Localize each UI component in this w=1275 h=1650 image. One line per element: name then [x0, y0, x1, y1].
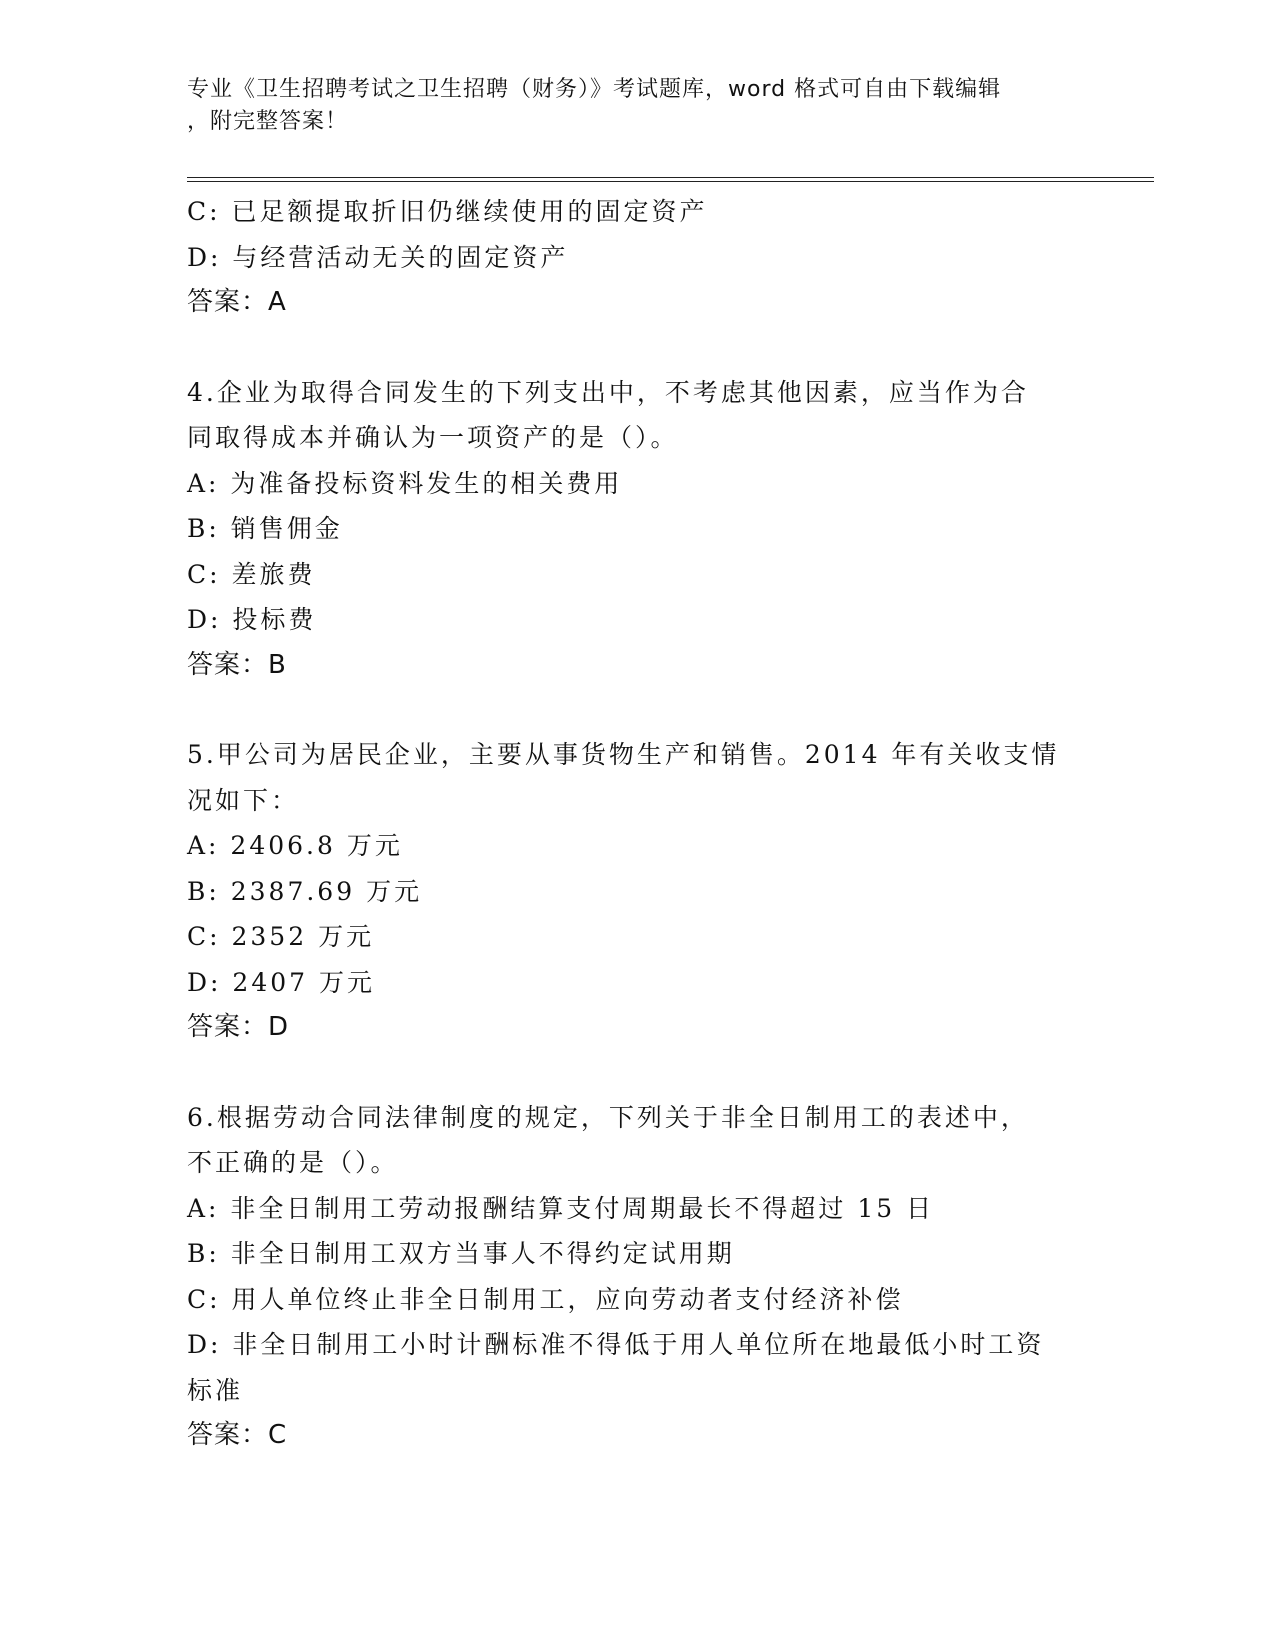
question-list [187, 189, 1087, 1459]
option-c: C: 2352 万元 [187, 922, 375, 951]
document-header [187, 74, 1067, 138]
option-d-continuation: 标准 [187, 1375, 244, 1405]
question-5 [187, 732, 1087, 1051]
question-3-tail [187, 189, 1087, 326]
header-subtitle-line: ，附完整答案！ [187, 109, 349, 134]
option-c: C: 已足额提取折旧仍继续使用的固定资产 [187, 197, 708, 226]
question-stem-line: 同取得成本并确认为一项资产的是（）。 [187, 423, 679, 452]
header-title-line: 专业《卫生招聘考试之卫生招聘（财务）》考试题库，word 格式可自由下载编辑 [187, 77, 1002, 102]
question-stem-line: 4.企业为取得合同发生的下列支出中，不考虑其他因素，应当作为合 [187, 377, 1029, 407]
question-stem-line: 5.甲公司为居民企业，主要从事货物生产和销售。2014 年有关收支情 [187, 740, 1060, 769]
answer-line: 答案：D [187, 1012, 290, 1042]
question-4 [187, 370, 1087, 689]
question-spacer [187, 688, 1087, 732]
question-stem-line: 况如下： [187, 785, 300, 815]
question-spacer [187, 326, 1087, 370]
option-a: A: 非全日制用工劳动报酬结算支付周期最长不得超过 15 日 [187, 1193, 935, 1223]
question-spacer [187, 1051, 1087, 1095]
header-divider-top [187, 177, 1154, 178]
question-6 [187, 1095, 1087, 1459]
question-stem-line: 6.根据劳动合同法律制度的规定，下列关于非全日制用工的表述中， [187, 1102, 1029, 1132]
header-divider-bottom [187, 181, 1154, 182]
option-d: D: 非全日制用工小时计酬标准不得低于用人单位所在地最低小时工资 [187, 1330, 1045, 1359]
option-d: D: 与经营活动无关的固定资产 [187, 242, 569, 272]
option-b: B: 销售佣金 [187, 514, 343, 543]
option-d: D: 2407 万元 [187, 967, 375, 997]
answer-line: 答案：B [187, 649, 287, 680]
answer-line: 答案：C [187, 1420, 288, 1450]
option-b: B: 非全日制用工双方当事人不得约定试用期 [187, 1239, 735, 1268]
option-a: A: 2406.8 万元 [187, 831, 403, 860]
option-c: C: 差旅费 [187, 559, 316, 589]
option-c: C: 用人单位终止非全日制用工，应向劳动者支付经济补偿 [187, 1284, 904, 1314]
option-b: B: 2387.69 万元 [187, 876, 423, 906]
option-a: A: 为准备投标资料发生的相关费用 [187, 468, 623, 498]
option-d: D: 投标费 [187, 605, 317, 634]
answer-line: 答案：A [187, 287, 287, 317]
question-stem-line: 不正确的是（）。 [187, 1148, 399, 1177]
